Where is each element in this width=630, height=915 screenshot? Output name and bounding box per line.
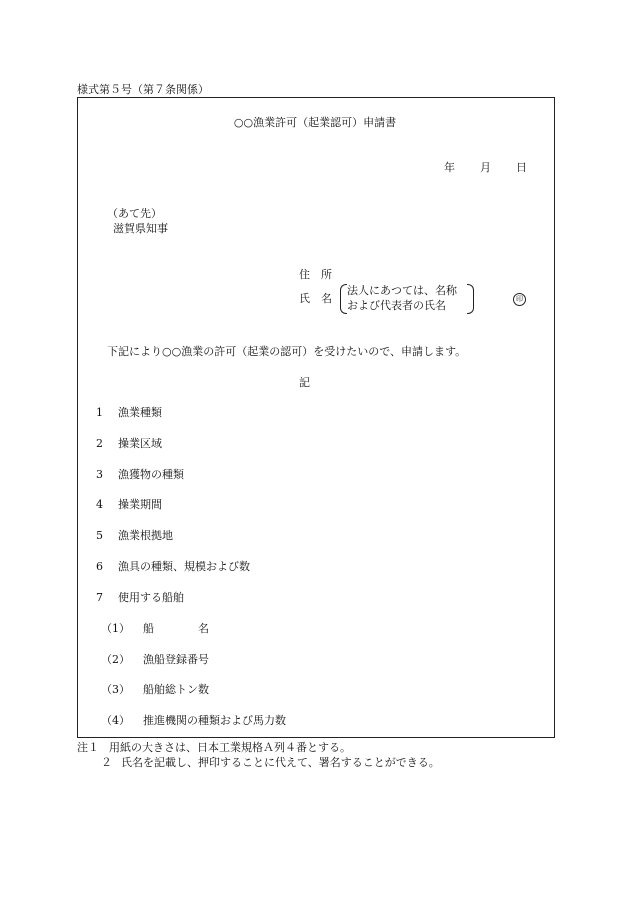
item-label: 漁獲物の種類 xyxy=(118,468,184,481)
left-bracket xyxy=(340,284,347,314)
addressee-label: （あて先） xyxy=(107,207,162,220)
name-label: 氏 名 xyxy=(299,292,332,305)
sub-item-label: 船 名 xyxy=(143,622,209,635)
sub-list-item xyxy=(101,622,209,635)
sub-item-number: （1） xyxy=(101,622,130,635)
list-item xyxy=(96,591,184,604)
item-label: 漁業種類 xyxy=(118,406,162,419)
note-text: 用紙の大きさは、日本工業規格Ａ列４番とする。 xyxy=(109,741,351,754)
sub-item-label: 漁船登録番号 xyxy=(143,653,209,666)
corporate-name-note xyxy=(340,284,474,314)
list-item xyxy=(96,498,162,511)
right-bracket xyxy=(467,284,474,314)
item-number: 5 xyxy=(96,529,103,542)
corporate-note-line2: および代表者の氏名 xyxy=(347,299,446,312)
list-item xyxy=(96,560,250,573)
form-number-label: 様式第５号（第７条関係） xyxy=(77,83,209,96)
item-number: 1 xyxy=(96,406,103,419)
date-year-label: 年 xyxy=(444,161,455,174)
note-text: 氏名を記載し、押印することに代えて、署名することができる。 xyxy=(121,756,440,769)
sub-item-number: （3） xyxy=(101,683,130,696)
sub-item-label: 推進機関の種類および馬力数 xyxy=(143,714,286,727)
form-title: ○○漁業許可（起業認可）申請書 xyxy=(233,116,397,129)
sub-item-number: （4） xyxy=(101,714,130,727)
item-number: 7 xyxy=(96,591,103,604)
sub-list-item xyxy=(101,683,209,696)
item-label: 操業区域 xyxy=(118,437,162,450)
list-item xyxy=(96,529,173,542)
sub-list-item xyxy=(101,714,286,727)
corporate-note-line1: 法人にあつては、名称 xyxy=(347,284,457,297)
item-number: 4 xyxy=(96,498,103,511)
addressee-name: 滋賀県知事 xyxy=(113,222,168,235)
item-label: 漁業根拠地 xyxy=(118,529,173,542)
application-statement: 下記により○○漁業の許可（起業の認可）を受けたいので、申請します。 xyxy=(107,345,467,358)
note-number: 注１ xyxy=(77,741,99,754)
item-label: 使用する船舶 xyxy=(118,591,184,604)
date-day-label: 日 xyxy=(516,161,527,174)
list-item xyxy=(96,468,184,481)
sub-item-number: （2） xyxy=(101,653,130,666)
sub-item-label: 船舶総トン数 xyxy=(143,683,209,696)
item-number: 6 xyxy=(96,560,103,573)
sub-list-item xyxy=(101,653,209,666)
item-label: 漁具の種類、規模および数 xyxy=(118,560,250,573)
note-item xyxy=(101,756,440,769)
list-item xyxy=(96,406,162,419)
note-number: ２ xyxy=(101,756,112,769)
item-label: 操業期間 xyxy=(118,498,162,511)
address-label: 住 所 xyxy=(299,268,332,281)
note-item xyxy=(77,741,351,754)
item-number: 2 xyxy=(96,437,103,450)
item-number: 3 xyxy=(96,468,103,481)
seal-icon: 印 xyxy=(513,293,526,306)
date-month-label: 月 xyxy=(480,161,491,174)
list-item xyxy=(96,437,162,450)
ki-heading: 記 xyxy=(299,376,310,389)
